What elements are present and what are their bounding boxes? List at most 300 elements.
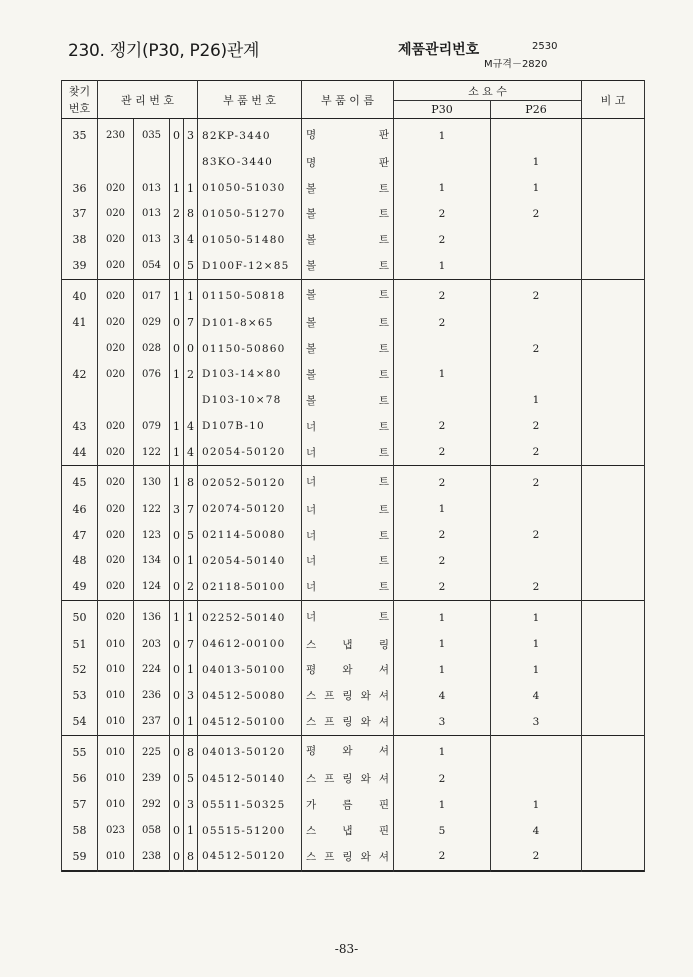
cell-mgmt-no-2: 225 [134, 735, 170, 766]
cell-part-number: 01050-51270 [198, 201, 302, 227]
col-header-find-no: 찾기 번호 [62, 81, 98, 119]
cell-mgmt-no-3: 0 [170, 766, 184, 792]
cell-qty-p30: 2 [394, 413, 491, 439]
cell-remarks [582, 657, 645, 683]
cell-qty-p26: 1 [491, 149, 582, 175]
cell-mgmt-no-3: 2 [170, 201, 184, 227]
cell-mgmt-no-2: 122 [134, 439, 170, 466]
cell-mgmt-no-4: 7 [184, 631, 198, 657]
cell-qty-p26 [491, 119, 582, 150]
cell-part-name [302, 201, 394, 227]
cell-mgmt-no-1 [98, 149, 134, 175]
cell-qty-p30: 1 [394, 657, 491, 683]
table-row [62, 362, 645, 388]
cell-mgmt-no-4: 8 [184, 735, 198, 766]
cell-mgmt-no-1: 020 [98, 439, 134, 466]
cell-find-no: 48 [62, 548, 98, 574]
table-row [62, 175, 645, 201]
table-row [62, 439, 645, 466]
cell-mgmt-no-3 [170, 387, 184, 413]
cell-qty-p26: 1 [491, 792, 582, 818]
cell-mgmt-no-2: 239 [134, 766, 170, 792]
cell-mgmt-no-4: 2 [184, 574, 198, 601]
cell-part-number: 04512-50140 [198, 766, 302, 792]
cell-mgmt-no-2: 292 [134, 792, 170, 818]
cell-qty-p30: 1 [394, 362, 491, 388]
table-row [62, 683, 645, 709]
cell-mgmt-no-1: 010 [98, 683, 134, 709]
cell-remarks [582, 310, 645, 336]
cell-mgmt-no-2: 203 [134, 631, 170, 657]
cell-mgmt-no-4: 5 [184, 766, 198, 792]
blank-rows [62, 870, 645, 871]
cell-find-no: 42 [62, 362, 98, 388]
table-row [62, 657, 645, 683]
cell-mgmt-no-2: 123 [134, 522, 170, 548]
cell-remarks [582, 387, 645, 413]
cell-qty-p26: 2 [491, 466, 582, 497]
cell-qty-p30: 1 [394, 631, 491, 657]
cell-part-number: 05515-51200 [198, 818, 302, 844]
cell-mgmt-no-4: 1 [184, 279, 198, 310]
cell-part-name [302, 439, 394, 466]
cell-find-no: 44 [62, 439, 98, 466]
cell-qty-p30: 1 [394, 600, 491, 631]
cell-mgmt-no-4: 3 [184, 119, 198, 150]
cell-mgmt-no-1: 020 [98, 253, 134, 280]
cell-qty-p30: 4 [394, 683, 491, 709]
cell-mgmt-no-2: 029 [134, 310, 170, 336]
cell-qty-p26: 3 [491, 709, 582, 736]
cell-remarks [582, 843, 645, 870]
cell-qty-p30: 2 [394, 843, 491, 870]
table-row [62, 818, 645, 844]
table-row [62, 279, 645, 310]
cell-part-name [302, 792, 394, 818]
cell-qty-p26 [491, 548, 582, 574]
cell-find-no [62, 149, 98, 175]
cell-part-number: 04512-50120 [198, 843, 302, 870]
cell-remarks [582, 735, 645, 766]
table-row [62, 709, 645, 736]
cell-mgmt-no-1: 020 [98, 548, 134, 574]
cell-qty-p26 [491, 735, 582, 766]
col-header-p26: P26 [491, 101, 582, 119]
cell-remarks [582, 362, 645, 388]
cell-find-no: 59 [62, 843, 98, 870]
cell-mgmt-no-4: 1 [184, 600, 198, 631]
part-name-text: 볼 트 [306, 343, 389, 356]
cell-mgmt-no-1: 010 [98, 657, 134, 683]
table-row [62, 413, 645, 439]
cell-qty-p30: 1 [394, 253, 491, 280]
cell-mgmt-no-4: 8 [184, 843, 198, 870]
part-name-text: 볼 트 [306, 208, 389, 221]
cell-part-name [302, 522, 394, 548]
row-group [62, 119, 645, 280]
table-row [62, 600, 645, 631]
cell-mgmt-no-3: 0 [170, 548, 184, 574]
cell-qty-p26: 4 [491, 683, 582, 709]
cell-part-number: 02054-50120 [198, 439, 302, 466]
page-number: -83- [334, 942, 359, 956]
cell-qty-p26: 2 [491, 843, 582, 870]
cell-mgmt-no-3: 0 [170, 735, 184, 766]
cell-part-number: 04013-50120 [198, 735, 302, 766]
cell-mgmt-no-4: 4 [184, 439, 198, 466]
cell-part-number: 02252-50140 [198, 600, 302, 631]
cell-mgmt-no-4: 3 [184, 683, 198, 709]
cell-part-name [302, 574, 394, 601]
cell-mgmt-no-3: 0 [170, 253, 184, 280]
cell-mgmt-no-3: 1 [170, 439, 184, 466]
cell-remarks [582, 600, 645, 631]
cell-mgmt-no-1: 020 [98, 279, 134, 310]
cell-find-no: 53 [62, 683, 98, 709]
part-name-text: 너 트 [306, 529, 389, 542]
col-header-mgmt-no: 관 리 번 호 [98, 81, 198, 119]
cell-mgmt-no-3: 0 [170, 310, 184, 336]
cell-part-name [302, 387, 394, 413]
table-row [62, 253, 645, 280]
cell-part-number: 04612-00100 [198, 631, 302, 657]
cell-mgmt-no-4: 1 [184, 818, 198, 844]
table-row [62, 227, 645, 253]
cell-find-no: 52 [62, 657, 98, 683]
cell-mgmt-no-2 [134, 387, 170, 413]
part-name-text: 너 트 [306, 555, 389, 568]
cell-remarks [582, 709, 645, 736]
cell-mgmt-no-4: 2 [184, 362, 198, 388]
cell-mgmt-no-1: 010 [98, 631, 134, 657]
cell-mgmt-no-4: 5 [184, 253, 198, 280]
cell-remarks [582, 792, 645, 818]
cell-part-number: 04512-50100 [198, 709, 302, 736]
cell-find-no: 35 [62, 119, 98, 150]
cell-part-name [302, 175, 394, 201]
cell-qty-p30: 1 [394, 119, 491, 150]
row-group [62, 735, 645, 870]
cell-remarks [582, 818, 645, 844]
cell-remarks [582, 149, 645, 175]
cell-mgmt-no-1 [98, 387, 134, 413]
cell-part-number: 01150-50818 [198, 279, 302, 310]
cell-mgmt-no-2: 237 [134, 709, 170, 736]
part-name-text: 명 판 [306, 128, 389, 141]
cell-qty-p30 [394, 387, 491, 413]
cell-part-number: 02118-50100 [198, 574, 302, 601]
cell-part-name [302, 119, 394, 150]
part-name-text: 너 트 [306, 446, 389, 459]
cell-qty-p30: 2 [394, 439, 491, 466]
cell-part-name [302, 336, 394, 362]
cell-remarks [582, 439, 645, 466]
cell-remarks [582, 336, 645, 362]
cell-mgmt-no-4 [184, 149, 198, 175]
cell-mgmt-no-3: 1 [170, 600, 184, 631]
cell-part-number: 82KP-3440 [198, 119, 302, 150]
cell-mgmt-no-4: 5 [184, 522, 198, 548]
cell-mgmt-no-4: 4 [184, 227, 198, 253]
cell-mgmt-no-3: 1 [170, 279, 184, 310]
cell-part-number: 83KO-3440 [198, 149, 302, 175]
col-header-part-name: 부 품 이 름 [302, 81, 394, 119]
cell-qty-p30: 1 [394, 175, 491, 201]
cell-find-no: 43 [62, 413, 98, 439]
cell-qty-p26 [491, 496, 582, 522]
part-name-text: 스 프 링 와 셔 [306, 690, 389, 703]
cell-qty-p26: 2 [491, 279, 582, 310]
cell-mgmt-no-1: 020 [98, 522, 134, 548]
col-header-p30: P30 [394, 101, 491, 119]
row-group [62, 466, 645, 601]
cell-mgmt-no-4: 3 [184, 792, 198, 818]
cell-part-number: 01050-51030 [198, 175, 302, 201]
cell-find-no: 41 [62, 310, 98, 336]
part-name-text: 볼 트 [306, 317, 389, 330]
cell-mgmt-no-3: 1 [170, 466, 184, 497]
cell-mgmt-no-4: 1 [184, 548, 198, 574]
cell-qty-p30: 2 [394, 574, 491, 601]
cell-mgmt-no-2: 035 [134, 119, 170, 150]
cell-part-name [302, 683, 394, 709]
cell-mgmt-no-1: 010 [98, 735, 134, 766]
cell-remarks [582, 574, 645, 601]
cell-qty-p30: 3 [394, 709, 491, 736]
cell-part-name [302, 253, 394, 280]
cell-remarks [582, 466, 645, 497]
cell-mgmt-no-3: 3 [170, 496, 184, 522]
cell-qty-p26 [491, 766, 582, 792]
cell-mgmt-no-3: 3 [170, 227, 184, 253]
cell-qty-p26: 4 [491, 818, 582, 844]
cell-qty-p30 [394, 336, 491, 362]
table-row [62, 735, 645, 766]
cell-qty-p30: 5 [394, 818, 491, 844]
cell-mgmt-no-2: 238 [134, 843, 170, 870]
cell-part-name [302, 227, 394, 253]
cell-part-name [302, 843, 394, 870]
cell-find-no [62, 336, 98, 362]
parts-table [61, 80, 645, 872]
cell-remarks [582, 766, 645, 792]
cell-remarks [582, 227, 645, 253]
cell-find-no: 47 [62, 522, 98, 548]
table-row [62, 548, 645, 574]
cell-mgmt-no-4: 4 [184, 413, 198, 439]
part-name-text: 너 트 [306, 503, 389, 516]
cell-mgmt-no-1: 020 [98, 175, 134, 201]
cell-part-number: 02074-50120 [198, 496, 302, 522]
part-name-text: 너 트 [306, 420, 389, 433]
cell-find-no [62, 387, 98, 413]
cell-mgmt-no-2: 013 [134, 175, 170, 201]
page-title: 230. 쟁기(P30, P26)관계 [68, 41, 260, 61]
part-name-text: 볼 트 [306, 394, 389, 407]
cell-qty-p26: 1 [491, 175, 582, 201]
cell-remarks [582, 631, 645, 657]
cell-find-no: 58 [62, 818, 98, 844]
table-row [62, 466, 645, 497]
cell-part-name [302, 279, 394, 310]
cell-part-number: 02052-50120 [198, 466, 302, 497]
cell-mgmt-no-4: 1 [184, 175, 198, 201]
cell-part-name [302, 496, 394, 522]
cell-mgmt-no-2: 079 [134, 413, 170, 439]
cell-qty-p26: 2 [491, 413, 582, 439]
cell-mgmt-no-4: 7 [184, 496, 198, 522]
cell-part-number: 04013-50100 [198, 657, 302, 683]
cell-qty-p26: 1 [491, 387, 582, 413]
cell-mgmt-no-1: 020 [98, 466, 134, 497]
cell-part-name [302, 657, 394, 683]
cell-qty-p30: 2 [394, 279, 491, 310]
part-name-text: 스 냅 링 [306, 638, 389, 651]
part-name-text: 볼 트 [306, 234, 389, 247]
cell-remarks [582, 253, 645, 280]
cell-part-name [302, 631, 394, 657]
cell-part-name [302, 600, 394, 631]
cell-mgmt-no-3: 0 [170, 119, 184, 150]
cell-qty-p26: 1 [491, 600, 582, 631]
cell-mgmt-no-4: 7 [184, 310, 198, 336]
cell-qty-p30: 2 [394, 548, 491, 574]
part-name-text: 평 와 셔 [306, 664, 389, 677]
cell-qty-p30: 1 [394, 735, 491, 766]
cell-part-number: 04512-50080 [198, 683, 302, 709]
cell-qty-p30: 1 [394, 496, 491, 522]
cell-find-no: 54 [62, 709, 98, 736]
part-name-text: 볼 트 [306, 289, 389, 302]
cell-find-no: 51 [62, 631, 98, 657]
cell-mgmt-no-1: 230 [98, 119, 134, 150]
cell-mgmt-no-1: 010 [98, 792, 134, 818]
cell-remarks [582, 496, 645, 522]
cell-find-no: 57 [62, 792, 98, 818]
cell-qty-p26: 2 [491, 201, 582, 227]
cell-qty-p26: 2 [491, 439, 582, 466]
cell-part-name [302, 310, 394, 336]
cell-qty-p30: 2 [394, 766, 491, 792]
cell-part-name [302, 709, 394, 736]
row-group [62, 600, 645, 735]
cell-remarks [582, 683, 645, 709]
cell-mgmt-no-4 [184, 387, 198, 413]
table-row [62, 792, 645, 818]
cell-part-number: D101-8×65 [198, 310, 302, 336]
cell-mgmt-no-3: 0 [170, 522, 184, 548]
cell-part-name [302, 362, 394, 388]
cell-mgmt-no-3: 1 [170, 413, 184, 439]
cell-find-no: 37 [62, 201, 98, 227]
part-name-text: 볼 트 [306, 368, 389, 381]
table-row [62, 843, 645, 870]
part-name-text: 가 름 핀 [306, 799, 389, 812]
table-row [62, 496, 645, 522]
table-row [62, 310, 645, 336]
cell-mgmt-no-3: 1 [170, 362, 184, 388]
table-row [62, 387, 645, 413]
cell-remarks [582, 522, 645, 548]
cell-qty-p30: 1 [394, 792, 491, 818]
cell-mgmt-no-1: 020 [98, 600, 134, 631]
cell-mgmt-no-2: 122 [134, 496, 170, 522]
cell-part-number: D107B-10 [198, 413, 302, 439]
part-name-text: 너 트 [306, 610, 389, 623]
cell-part-name [302, 818, 394, 844]
cell-mgmt-no-3: 0 [170, 657, 184, 683]
part-name-text: 명 판 [306, 156, 389, 169]
cell-mgmt-no-3: 0 [170, 709, 184, 736]
cell-mgmt-no-3 [170, 149, 184, 175]
cell-mgmt-no-1: 020 [98, 227, 134, 253]
cell-mgmt-no-2: 028 [134, 336, 170, 362]
cell-find-no: 40 [62, 279, 98, 310]
cell-qty-p26: 1 [491, 631, 582, 657]
cell-qty-p30 [394, 149, 491, 175]
part-name-text: 볼 트 [306, 182, 389, 195]
cell-part-name [302, 413, 394, 439]
cell-qty-p26 [491, 310, 582, 336]
cell-part-number: 02054-50140 [198, 548, 302, 574]
cell-mgmt-no-2: 236 [134, 683, 170, 709]
cell-qty-p30: 2 [394, 201, 491, 227]
product-control-label: 제품관리번호 [398, 42, 480, 58]
cell-qty-p26: 2 [491, 336, 582, 362]
cell-find-no: 49 [62, 574, 98, 601]
cell-mgmt-no-1: 020 [98, 201, 134, 227]
cell-mgmt-no-3: 0 [170, 792, 184, 818]
cell-remarks [582, 413, 645, 439]
cell-mgmt-no-1: 020 [98, 310, 134, 336]
cell-part-number: 01150-50860 [198, 336, 302, 362]
cell-mgmt-no-4: 1 [184, 709, 198, 736]
part-name-text: 너 트 [306, 475, 389, 488]
cell-qty-p26: 1 [491, 657, 582, 683]
cell-remarks [582, 548, 645, 574]
part-name-text: 볼 트 [306, 260, 389, 273]
cell-part-name [302, 735, 394, 766]
cell-part-name [302, 466, 394, 497]
cell-mgmt-no-2 [134, 149, 170, 175]
table-row [62, 522, 645, 548]
part-name-text: 스 프 링 와 셔 [306, 773, 389, 786]
table-row [62, 766, 645, 792]
cell-qty-p26 [491, 253, 582, 280]
cell-mgmt-no-1: 010 [98, 766, 134, 792]
table-row [62, 631, 645, 657]
cell-mgmt-no-2: 134 [134, 548, 170, 574]
cell-qty-p30: 2 [394, 522, 491, 548]
cell-mgmt-no-3: 0 [170, 336, 184, 362]
cell-mgmt-no-1: 020 [98, 336, 134, 362]
cell-remarks [582, 119, 645, 150]
cell-part-number: 02114-50080 [198, 522, 302, 548]
cell-qty-p30: 2 [394, 310, 491, 336]
cell-mgmt-no-2: 124 [134, 574, 170, 601]
cell-part-number: D103-14×80 [198, 362, 302, 388]
cell-remarks [582, 279, 645, 310]
part-name-text: 스 프 링 와 셔 [306, 716, 389, 729]
cell-part-name [302, 149, 394, 175]
part-name-text: 너 트 [306, 581, 389, 594]
cell-mgmt-no-3: 1 [170, 175, 184, 201]
cell-mgmt-no-2: 058 [134, 818, 170, 844]
cell-mgmt-no-2: 013 [134, 227, 170, 253]
cell-qty-p26 [491, 362, 582, 388]
cell-qty-p30: 2 [394, 227, 491, 253]
cell-mgmt-no-3: 0 [170, 818, 184, 844]
